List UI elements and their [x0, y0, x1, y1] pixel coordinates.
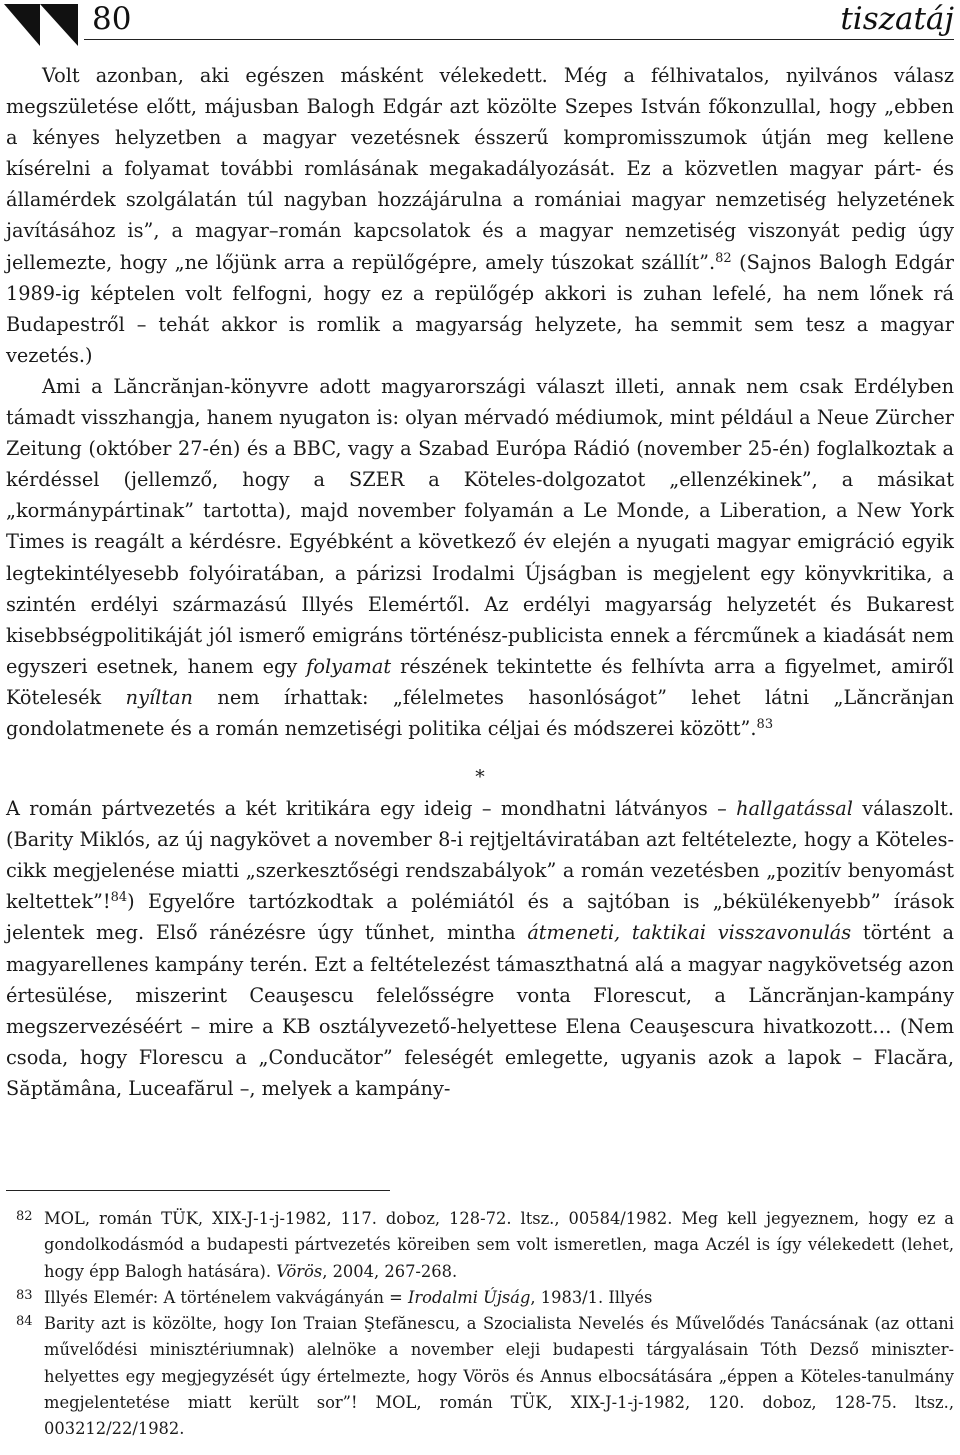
body-text — [6, 60, 954, 1104]
page-header — [0, 0, 960, 48]
footnote-ref-82[interactable]: 82 — [715, 250, 732, 266]
page-number: 80 — [92, 1, 132, 37]
paragraph-3: A román pártvezetés a két kritikára egy ideig – mondhatni látványos – hallgatással válaszolt. (Barity Miklós, az új nagykövet a november 8-i rejtjeltáviratában azt feltételezte, hogy a Köteles-cikk megjelenése miatti „szerkesztőségi rendszabályok” a román vezetésben „pozitív benyomást keltettek”!$^{84}$) Egyelőre tartózkodtak a polémiától és a sajtóban is „békülékenyebb” írások jelentek meg. Első ránézésre úgy tűnhet, mintha átmeneti, taktikai visszavonulás történt a magyarellenes kampány terén. Ezt a feltételezést támaszthatná alá a magyar nagykövetség azon értesülése, miszerint Ceauşescu felelősségre vonta Florescut, a Lăncrănjan-kampány megszervezéséért – mire a KB osztályvezető-helyettese Elena Ceauşescura hivatkozott… (Nem csoda, hogy Florescu a „Conducător” feleségét emlegette, ugyanis azok a lapok – Flacăra, Săptămâna, Luceafărul –, melyek a kampány- — [6, 797, 954, 1100]
footnote-number: 84 — [16, 1314, 33, 1330]
double-triangle-logo-icon — [4, 4, 80, 46]
footnote-ref-84[interactable]: 84 — [110, 890, 128, 906]
footnote-82: 82 MOL, román TÜK, XIX-J-1-j-1982, 117. doboz, 128-72. ltsz., 00584/1982. Meg kell jegyeznem, hogy ez a gondolkodásmód a budapesti pártvezetés köreiben sem volt ismeretlen, maga Aczél is így vélekedett (lehet, hogy épp Balogh hatására). Vörös, 2004, 267-268. — [6, 1206, 954, 1285]
footnote-number: 82 — [16, 1209, 33, 1224]
header-rule — [84, 39, 954, 40]
paragraph-2: Ami a Lăncrănjan-könyvre adott magyarországi választ illeti, annak nem csak Erdélyben támadt visszhangja, hanem nyugaton is: olyan mérvadó médiumok, mint például a Neue Zürcher Zeitung (október 27-én) és a BBC, vagy a Szabad Európa Rádió (november 25-én) foglalkoztak a kérdéssel (jellemző, hogy a SZER a Köteles-dolgozatot „ellenzékinek”, a másikat „kormánypártinak” tartotta), majd november folyamán a Le Monde, a Liberation, a New York Times is reagált a kérdésre. Egyébként a következő év elején a nyugati magyar emigráció egyik legtekintélyesebb folyóiratában, a párizsi Irodalmi Újságban is megjelent egy könyvkritika, a szintén erdélyi származású Illyés Elemértől. Az erdélyi magyarság helyzetét és Bukarest kisebbségpolitikáját jól ismerő emigráns történész-publicista ennek a fércműnek a kiadását nem egyszeri esetnek, hanem egy folyamat részének tekintette és felhívta arra a figyelmet, amiről Kötelesék nyíltan nem írhattak: „félelmetes hasonlóságot” lehet látni „Lăncrănjan gondolatmenete és a román nemzetiségi politika céljai és módszerei között”.$^{83}$ — [6, 374, 954, 740]
footnote-number: 83 — [16, 1287, 33, 1303]
paragraph-1: Volt azonban, aki egészen másként vélekedett. Még a félhivatalos, nyilvános válasz megszületése előtt, májusban Balogh Edgár azt közölte Szepes István főkonzullal, hogy „ebben a kényes helyzetben a magyar vezetésnek ésszerű kompromisszumok útján meg kellene kísérelni a folyamat további romlásának megakadályozását. Ez a közvetlen magyar párt- és államérdek szolgálatán túl nagyban hozzájárulna a romániai magyar nemzetiség helyzetének javításához is”, a magyar–román kapcsolatok és a magyar nemzetiség viszonyát pedig úgy jellemezte, hogy „ne lőjünk arra a repülőgépre, amely túszokat szállít”.$^{82}$ (Sajnos Balogh Edgár 1989-ig képtelen volt felfogni, hogy ez a repülőgép akkori is zuhan lefelé, ha nem lőnek rá Budapestről – tehát akkor is romlik a magyarság helyzete, ha semmit sem tesz a magyar vezetés.) — [6, 64, 954, 367]
section-divider: * — [475, 766, 485, 789]
footnote-ref-83[interactable]: 83 — [756, 716, 774, 732]
footnotes — [6, 1206, 954, 1443]
footnote-84: 84 Barity azt is közölte, hogy Ion Traian Ştefănescu, a Szocialista Nevelés és Művelődés Tanácsának (az ottani művelődési minisztériumnak) alelnöke a november eleji budapesti tárgyalásain Tóth Dezső miniszter-helyettes egy megjegyzését úgy értelmezte, hogy Vörös és Annus elbocsátására „éppen a Köteles-tanulmány megjelentetése miatt került sor”! MOL, román TÜK, XIX-J-1-j-1982, 120. doboz, 128-75. ltsz., 003212/22/1982. — [6, 1311, 954, 1442]
footnote-rule — [6, 1190, 390, 1191]
footnote-83: 83 Illyés Elemér: A történelem vakvágányán = Irodalmi Újság, 1983/1. Illyés — [6, 1285, 954, 1311]
running-title: tiszatáj — [840, 1, 954, 37]
